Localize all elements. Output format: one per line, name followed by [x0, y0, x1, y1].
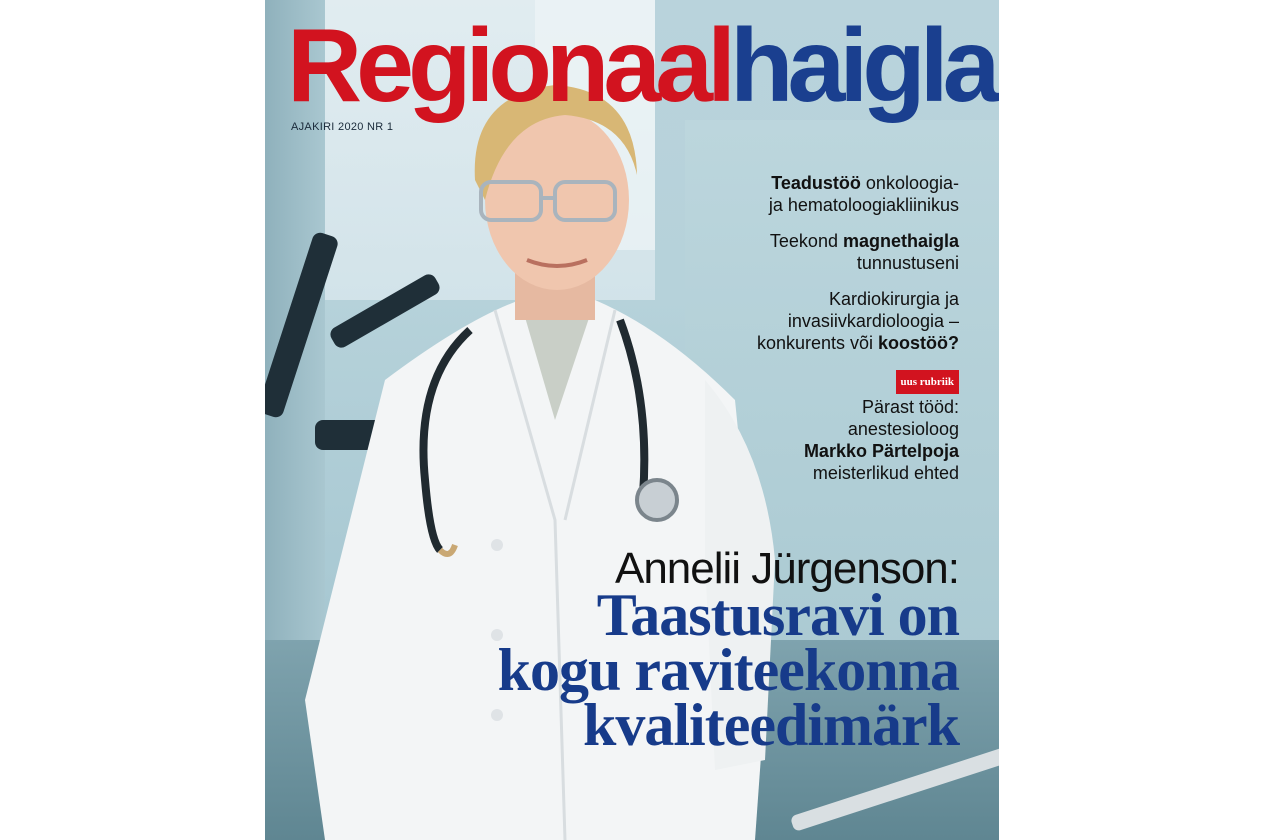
teaser-research: [659, 172, 959, 216]
teaser-magnet-line2: tunnustuseni: [856, 253, 959, 273]
new-section-line4: meisterlikud ehted: [812, 463, 959, 483]
teaser-research-bold: Teadustöö: [771, 173, 861, 193]
teaser-list: [659, 172, 959, 498]
headline-line3: kvaliteedimärk: [583, 692, 959, 758]
new-section-line2: anestesioloog: [847, 419, 959, 439]
magazine-title: [287, 8, 995, 124]
teaser-cardio: [659, 288, 959, 354]
headline-line2: kogu raviteekonna: [497, 637, 959, 703]
teaser-magnet-bold: magnethaigla: [842, 231, 959, 251]
teaser-cardio-line1: Kardiokirurgia ja: [828, 289, 959, 309]
title-regionaal: Regionaal: [287, 8, 730, 124]
teaser-research-rest: onkoloogia-: [860, 173, 959, 193]
new-section-tag: uus rubriik: [896, 370, 960, 394]
teaser-cardio-bold: koostöö?: [878, 333, 959, 353]
title-haigla: haigla: [730, 8, 995, 124]
teaser-new-section: [659, 368, 959, 484]
teaser-cardio-line2: invasiivkardioloogia –: [787, 311, 959, 331]
issue-label: AJAKIRI 2020 NR 1: [291, 121, 394, 133]
headline-line1: Taastusravi on: [596, 582, 959, 648]
cover-story-name: Annelii Jürgenson:: [614, 544, 959, 593]
teaser-cardio-pre3: konkurents või: [756, 333, 878, 353]
new-section-bold: Markko Pärtelpoja: [803, 441, 959, 461]
magazine-cover: [265, 0, 999, 840]
cover-story-headline: [399, 582, 959, 758]
new-section-line1: Pärast tööd:: [861, 397, 959, 417]
teaser-magnet: [659, 230, 959, 274]
teaser-research-line2: ja hematoloogiakliinikus: [768, 195, 959, 215]
teaser-magnet-pre: Teekond: [769, 231, 843, 251]
